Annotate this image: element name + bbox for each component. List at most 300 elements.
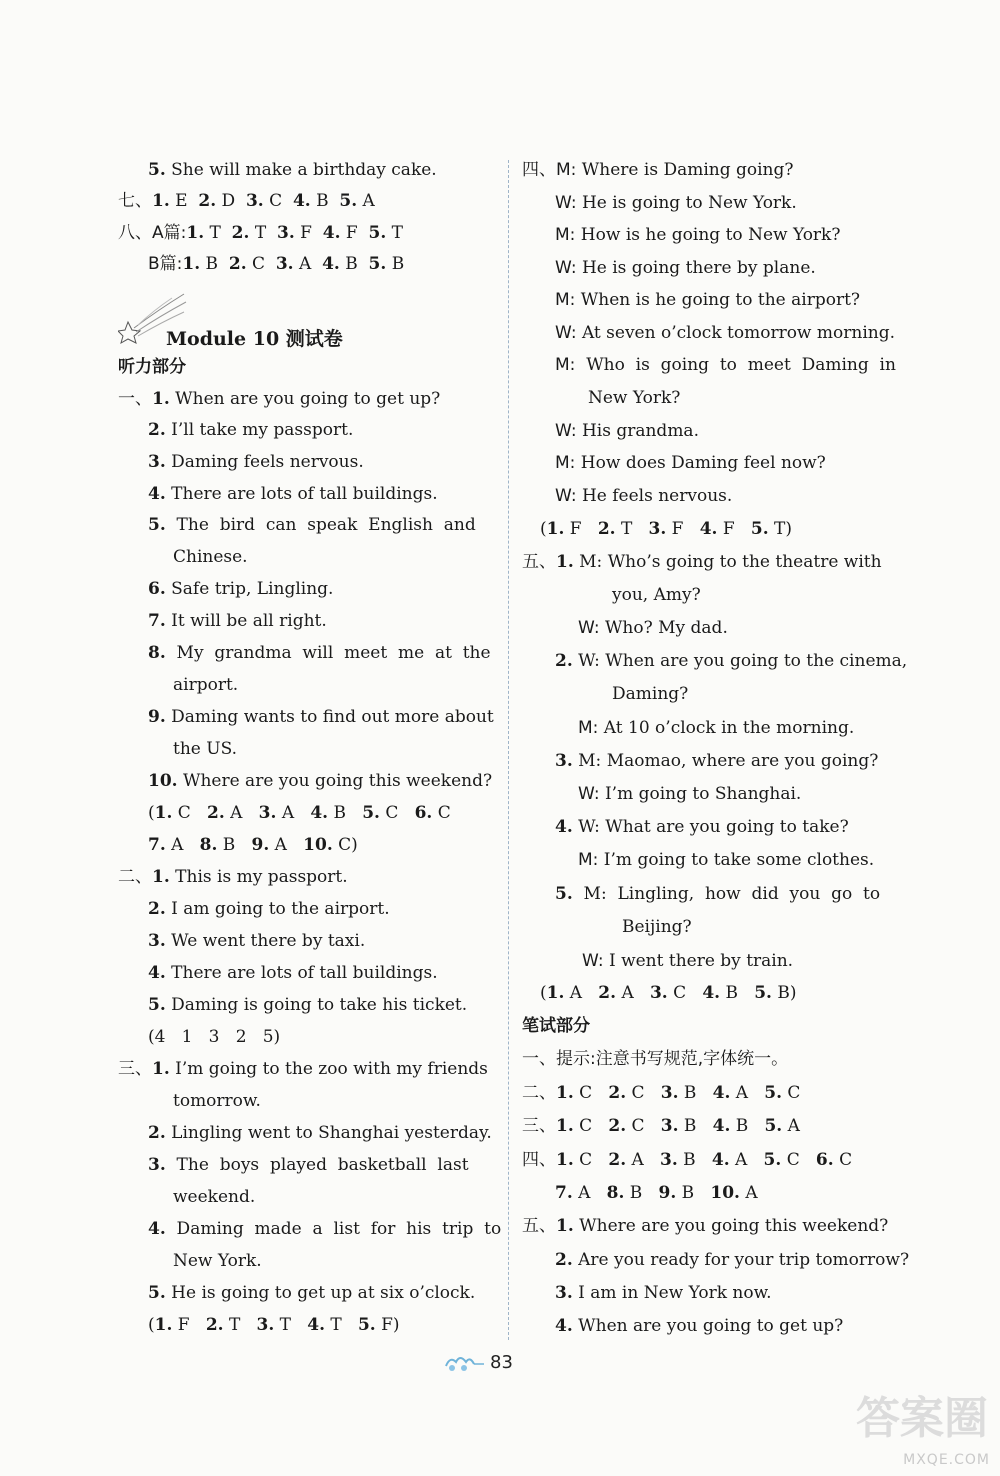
answer-text: 1. xyxy=(154,803,173,823)
answer-text: W: xyxy=(555,193,577,213)
answer-text: the US. xyxy=(173,739,238,759)
answer-text: 三、 xyxy=(522,1116,556,1136)
footer-flower-icon xyxy=(440,1350,484,1376)
answer-text: 1. xyxy=(556,1216,574,1236)
answer-text: 10. xyxy=(303,835,333,855)
answer-text: C xyxy=(172,803,208,823)
answer-line xyxy=(148,483,498,507)
answer-text: A xyxy=(224,803,259,823)
answer-line xyxy=(555,650,908,674)
answer-text: E xyxy=(169,191,199,211)
answer-text: 8. xyxy=(148,643,166,663)
answer-text: W: xyxy=(555,486,577,506)
answer-text: Are you ready for your trip tomorrow? xyxy=(572,1250,910,1270)
answer-text: His grandma. xyxy=(576,421,699,441)
answer-text: T) xyxy=(768,519,792,539)
answer-text: 3. xyxy=(660,1116,679,1136)
answer-text: 1. xyxy=(152,191,170,211)
answer-text: 8. xyxy=(606,1183,625,1203)
answer-text: B xyxy=(678,1116,713,1136)
answer-text: 1. xyxy=(186,223,205,243)
answer-text: Who? My dad. xyxy=(599,618,728,638)
answer-line xyxy=(555,224,902,248)
answer-text: 8. xyxy=(199,835,218,855)
answer-line xyxy=(148,930,498,954)
answer-text: C xyxy=(833,1150,853,1170)
answer-text: Who is going to meet Daming in xyxy=(575,355,896,375)
answer-line xyxy=(555,257,902,281)
answer-text: A xyxy=(729,1150,764,1170)
answer-line xyxy=(148,159,498,183)
module-title xyxy=(166,324,343,351)
column-divider xyxy=(508,160,509,1340)
answer-line xyxy=(555,452,902,476)
watermark-url: MXQE.COM xyxy=(903,1452,990,1468)
answer-text: How does Daming feel now? xyxy=(575,453,826,473)
answer-text: 5. xyxy=(148,515,166,535)
answer-text: 2. xyxy=(555,1250,573,1270)
answer-text: When are you going to get up? xyxy=(169,389,441,409)
answer-text: 1. xyxy=(556,1083,574,1103)
answer-text: 听力部分 xyxy=(118,357,186,377)
answer-text: 1. xyxy=(556,1150,574,1170)
answer-line xyxy=(555,750,902,774)
answer-text: 1. xyxy=(546,519,565,539)
answer-text: F xyxy=(294,223,323,243)
answer-text: W: xyxy=(578,784,600,804)
answer-text: 5. xyxy=(763,1150,782,1170)
answer-text: 7. xyxy=(148,611,166,631)
answer-text: 2. xyxy=(198,191,217,211)
answer-line xyxy=(118,1058,498,1082)
answer-line xyxy=(148,706,498,730)
answer-text: I’m going to Shanghai. xyxy=(599,784,802,804)
answer-text: 5. xyxy=(339,191,358,211)
answer-text: 笔试部分 xyxy=(522,1016,590,1036)
answer-text: C xyxy=(626,1083,661,1103)
answer-text: 6. xyxy=(815,1150,834,1170)
answer-text: ( xyxy=(540,519,547,539)
answer-text: 5. xyxy=(368,223,387,243)
answer-text: 2. xyxy=(608,1150,627,1170)
answer-text: He feels nervous. xyxy=(576,486,733,506)
answer-line xyxy=(578,783,902,807)
answer-text: W: xyxy=(555,421,577,441)
answer-text: 4. xyxy=(148,963,166,983)
answer-text: 4. xyxy=(555,817,573,837)
answer-text: 3. xyxy=(148,452,166,472)
answer-text: 4. xyxy=(322,254,340,274)
answer-line xyxy=(148,1314,498,1338)
answer-text: W: xyxy=(555,323,577,343)
answer-text: C xyxy=(573,1083,609,1103)
watermark-logo: 答案圈 xyxy=(856,1393,988,1444)
answer-text: 3. xyxy=(148,1155,166,1175)
answer-line xyxy=(522,1015,902,1039)
answer-text: Daming wants to find out more about xyxy=(165,707,494,727)
answer-text: At seven o’clock tomorrow morning. xyxy=(576,323,895,343)
answer-text: 9. xyxy=(251,835,270,855)
answer-text: T xyxy=(204,223,232,243)
answer-text: I went there by train. xyxy=(603,951,794,971)
answer-line xyxy=(522,1048,902,1072)
answer-text: Daming? xyxy=(612,684,689,704)
answer-text: B xyxy=(339,254,369,274)
answer-text: 9. xyxy=(658,1183,677,1203)
answer-line xyxy=(555,1315,902,1339)
answer-line xyxy=(148,1218,502,1242)
module-title-prefix: Module 10 xyxy=(166,328,286,350)
answer-text: M: Maomao, where are you going? xyxy=(572,751,879,771)
answer-text: My grandma will meet me at the xyxy=(165,643,491,663)
answer-text: 4. xyxy=(148,484,166,504)
answer-line xyxy=(522,551,902,575)
answer-text: T xyxy=(325,1315,358,1335)
answer-text: 4. xyxy=(148,1219,166,1239)
answer-text: 3. xyxy=(555,1283,573,1303)
answer-line xyxy=(148,1282,498,1306)
answer-text: B xyxy=(678,1083,713,1103)
answer-text: C xyxy=(246,254,276,274)
answer-text: 5. xyxy=(357,1315,376,1335)
answer-text: M: xyxy=(578,850,599,870)
answer-text: 5. xyxy=(555,884,573,904)
answer-text: T xyxy=(223,1315,257,1335)
answer-text: M: xyxy=(555,290,576,310)
answer-text: New York? xyxy=(588,388,681,408)
answer-text: 1. xyxy=(546,983,565,1003)
answer-text: A xyxy=(782,1116,800,1136)
answer-text: W: xyxy=(582,951,604,971)
answer-text: 3. xyxy=(256,1315,275,1335)
answer-text: 6. xyxy=(148,579,166,599)
answer-text: B xyxy=(677,1150,712,1170)
answer-text: A xyxy=(357,191,375,211)
answer-text: I’m going to take some clothes. xyxy=(598,850,875,870)
answer-text: W: What are you going to take? xyxy=(572,817,849,837)
answer-text: 3. xyxy=(148,931,166,951)
module-title-suffix: 测试卷 xyxy=(285,328,343,350)
answer-text: A xyxy=(564,983,599,1003)
answer-text: 2. xyxy=(231,223,250,243)
answer-text: Lingling went to Shanghai yesterday. xyxy=(165,1123,492,1143)
answer-line xyxy=(148,1154,498,1178)
answer-text: (4 1 3 2 5) xyxy=(148,1027,281,1047)
answer-text: F xyxy=(564,519,598,539)
answer-text: you, Amy? xyxy=(612,585,701,605)
answer-text: B xyxy=(328,803,363,823)
answer-text: 3. xyxy=(649,983,668,1003)
answer-text: B xyxy=(730,1116,765,1136)
answer-line xyxy=(173,1250,498,1274)
answer-text: 2. xyxy=(148,899,166,919)
answer-text: 4. xyxy=(702,983,721,1003)
answer-text: 5. xyxy=(148,160,166,180)
answer-line xyxy=(148,802,498,826)
answer-line xyxy=(148,898,498,922)
answer-text: 1. xyxy=(154,1315,173,1335)
answer-text: 1. xyxy=(182,254,201,274)
answer-text: 5. xyxy=(754,983,772,1003)
answer-text: C xyxy=(782,1083,801,1103)
answer-text: 2. xyxy=(598,983,617,1003)
answer-text: 一、 xyxy=(118,389,152,409)
answer-line xyxy=(173,738,498,762)
answer-text: 1. xyxy=(152,867,170,887)
answer-text: M: xyxy=(555,355,576,375)
answer-text: ( xyxy=(148,1315,155,1335)
answer-text: There are lots of tall buildings. xyxy=(165,484,438,504)
answer-text: tomorrow. xyxy=(173,1091,261,1111)
answer-text: C xyxy=(379,803,415,823)
answer-text: 7. xyxy=(148,835,166,855)
answer-text: 4. xyxy=(712,1083,731,1103)
answer-text: 5. xyxy=(764,1083,783,1103)
answer-text: ( xyxy=(540,983,547,1003)
answer-text: A xyxy=(165,835,200,855)
answer-text: airport. xyxy=(173,675,239,695)
answer-line xyxy=(148,419,498,443)
answer-text: 3. xyxy=(258,803,277,823)
answer-line xyxy=(540,518,902,542)
answer-text: 2. xyxy=(148,420,166,440)
answer-text: C xyxy=(432,803,451,823)
answer-text: This is my passport. xyxy=(169,867,348,887)
answer-line xyxy=(522,1215,902,1239)
answer-text: 4. xyxy=(307,1315,325,1335)
answer-text: 4. xyxy=(699,519,718,539)
answer-text: Chinese. xyxy=(173,547,248,567)
answer-text: B xyxy=(386,254,405,274)
answer-text: 3. xyxy=(245,191,264,211)
answer-text: 4. xyxy=(555,1316,573,1336)
answer-text: B篇: xyxy=(148,254,183,274)
answer-line xyxy=(148,962,498,986)
answer-line xyxy=(555,1182,902,1206)
answer-text: When is he going to the airport? xyxy=(575,290,861,310)
answer-line xyxy=(540,982,902,1006)
answer-line xyxy=(522,159,902,183)
answer-text: B xyxy=(310,191,340,211)
answer-text: 2. xyxy=(608,1083,627,1103)
answer-text: A xyxy=(626,1150,661,1170)
answer-text: 5. xyxy=(368,254,387,274)
answer-text: 2. xyxy=(608,1116,627,1136)
answer-line xyxy=(578,717,902,741)
answer-line xyxy=(148,253,498,277)
answer-line xyxy=(555,322,902,346)
answer-text: B) xyxy=(771,983,797,1003)
answer-line xyxy=(555,354,902,378)
answer-text: Safe trip, Lingling. xyxy=(165,579,334,599)
answer-text: Where are you going this weekend? xyxy=(177,771,493,791)
answer-text: 5. xyxy=(750,519,769,539)
answer-text: C) xyxy=(332,835,358,855)
answer-line xyxy=(622,916,902,940)
answer-line xyxy=(578,849,902,873)
answer-text: At 10 o’clock in the morning. xyxy=(598,718,855,738)
answer-text: He is going to New York. xyxy=(576,193,797,213)
answer-line xyxy=(118,388,498,412)
answer-line xyxy=(173,1090,498,1114)
answer-text: weekend. xyxy=(173,1187,256,1207)
answer-text: 4. xyxy=(322,223,341,243)
answer-text: 二、 xyxy=(118,867,152,887)
answer-line xyxy=(555,289,902,313)
answer-text: D xyxy=(216,191,246,211)
answer-text: 2. xyxy=(207,803,225,823)
answer-line xyxy=(173,1186,498,1210)
answer-line xyxy=(173,546,498,570)
answer-text: 5. xyxy=(148,1283,166,1303)
answer-text: W: xyxy=(578,618,600,638)
answer-text: C xyxy=(667,983,703,1003)
answer-text: C xyxy=(263,191,293,211)
answer-line xyxy=(148,642,498,666)
answer-text: How is he going to New York? xyxy=(575,225,841,245)
answer-line xyxy=(148,1122,498,1146)
answer-text: 4. xyxy=(712,1116,731,1136)
answer-line xyxy=(555,485,902,509)
answer-line xyxy=(148,451,498,475)
answer-text: M: xyxy=(578,718,599,738)
answer-text: 2. xyxy=(148,1123,166,1143)
answer-text: F xyxy=(340,223,369,243)
answer-text: It will be all right. xyxy=(165,611,327,631)
answer-text: 10. xyxy=(148,771,178,791)
answer-text: M: Who’s going to the theatre with xyxy=(573,552,882,572)
answer-text: I am in New York now. xyxy=(572,1283,772,1303)
answer-text: 3. xyxy=(660,1150,678,1170)
answer-line xyxy=(148,994,498,1018)
answer-text: F xyxy=(717,519,751,539)
answer-text: F xyxy=(666,519,700,539)
answer-text: 1. xyxy=(556,552,574,572)
answer-text: 4. xyxy=(711,1150,730,1170)
answer-line xyxy=(612,584,902,608)
answer-line xyxy=(148,578,498,602)
answer-line xyxy=(522,1082,902,1106)
answer-text: 一、提示:注意书写规范,字体统一。 xyxy=(522,1049,789,1069)
answer-text: 9. xyxy=(148,707,166,727)
answer-text: 2. xyxy=(555,651,573,671)
answer-text: T xyxy=(249,223,277,243)
answer-text: He is going there by plane. xyxy=(576,258,816,278)
answer-text: B xyxy=(676,1183,711,1203)
answer-text: A xyxy=(739,1183,758,1203)
answer-text: 5. xyxy=(362,803,380,823)
answer-text: 6. xyxy=(414,803,433,823)
answer-text: I’m going to the zoo with my friends xyxy=(169,1059,488,1079)
answer-text: B xyxy=(217,835,252,855)
answer-text: 二、 xyxy=(522,1083,556,1103)
answer-text: M: Lingling, how did you go to xyxy=(572,884,881,904)
answer-line xyxy=(148,834,498,858)
answer-text: 五、 xyxy=(522,1216,556,1236)
page-number: 83 xyxy=(490,1352,513,1373)
answer-text: 3. xyxy=(555,751,573,771)
answer-text: F) xyxy=(375,1315,400,1335)
answer-line xyxy=(555,420,902,444)
answer-text: Daming feels nervous. xyxy=(165,452,364,472)
answer-text: M: xyxy=(555,225,576,245)
answer-text: Where are you going this weekend? xyxy=(573,1216,889,1236)
answer-text: 3. xyxy=(275,254,294,274)
answer-line xyxy=(588,387,902,411)
answer-text: M: xyxy=(555,453,576,473)
answer-text: Daming made a list for his trip to xyxy=(165,1219,502,1239)
answer-text: 七、 xyxy=(118,191,152,211)
answer-line xyxy=(148,1026,498,1050)
answer-text: 2. xyxy=(228,254,247,274)
answer-text: 7. xyxy=(555,1183,573,1203)
answer-line xyxy=(148,514,498,538)
answer-text: 四、 xyxy=(522,1150,556,1170)
answer-text: 10. xyxy=(710,1183,740,1203)
answer-line xyxy=(148,770,498,794)
answer-line xyxy=(555,1282,902,1306)
answer-line xyxy=(555,816,902,840)
answer-text: The boys played basketball last xyxy=(165,1155,469,1175)
answer-line xyxy=(582,950,902,974)
answer-text: B xyxy=(200,254,229,274)
answer-text: 2. xyxy=(205,1315,224,1335)
answer-text: 1. xyxy=(152,389,170,409)
answer-text: I am going to the airport. xyxy=(165,899,390,919)
answer-text: A xyxy=(293,254,323,274)
answer-text: 5. xyxy=(148,995,166,1015)
answer-text: 1. xyxy=(152,1059,170,1079)
answer-text: 5. xyxy=(764,1116,783,1136)
answer-text: A xyxy=(572,1183,607,1203)
answer-text: Daming is going to take his ticket. xyxy=(165,995,468,1015)
answer-text: 2. xyxy=(597,519,616,539)
answer-text: 3. xyxy=(648,519,667,539)
answer-line xyxy=(612,683,902,707)
answer-text: When are you going to get up? xyxy=(572,1316,844,1336)
answer-text: I’ll take my passport. xyxy=(165,420,354,440)
page-footer xyxy=(440,1350,560,1378)
answer-text: B xyxy=(720,983,755,1003)
answer-line xyxy=(522,1149,902,1173)
answer-text: W: When are you going to the cinema, xyxy=(572,651,908,671)
answer-text: ( xyxy=(148,803,155,823)
answer-text: 五、 xyxy=(522,552,556,572)
answer-text: 1. xyxy=(556,1116,574,1136)
answer-text: C xyxy=(573,1150,609,1170)
answer-line xyxy=(118,866,498,890)
answer-line xyxy=(555,883,902,907)
answer-text: A xyxy=(616,983,650,1003)
answer-text: 4. xyxy=(310,803,329,823)
answer-text: 3. xyxy=(276,223,295,243)
answer-text: A xyxy=(276,803,311,823)
answer-text: T xyxy=(274,1315,308,1335)
answer-text: A xyxy=(730,1083,765,1103)
answer-text: There are lots of tall buildings. xyxy=(165,963,438,983)
answer-text: New York. xyxy=(173,1251,262,1271)
answer-text: T xyxy=(615,519,649,539)
answer-text: C xyxy=(626,1116,661,1136)
answer-line xyxy=(555,192,902,216)
answer-text: W: xyxy=(555,258,577,278)
answer-line xyxy=(522,1115,902,1139)
answer-text: We went there by taxi. xyxy=(165,931,366,951)
answer-text: C xyxy=(781,1150,816,1170)
answer-text: 八、A篇: xyxy=(118,223,187,243)
answer-text: 3. xyxy=(660,1083,679,1103)
answer-line xyxy=(173,674,498,698)
